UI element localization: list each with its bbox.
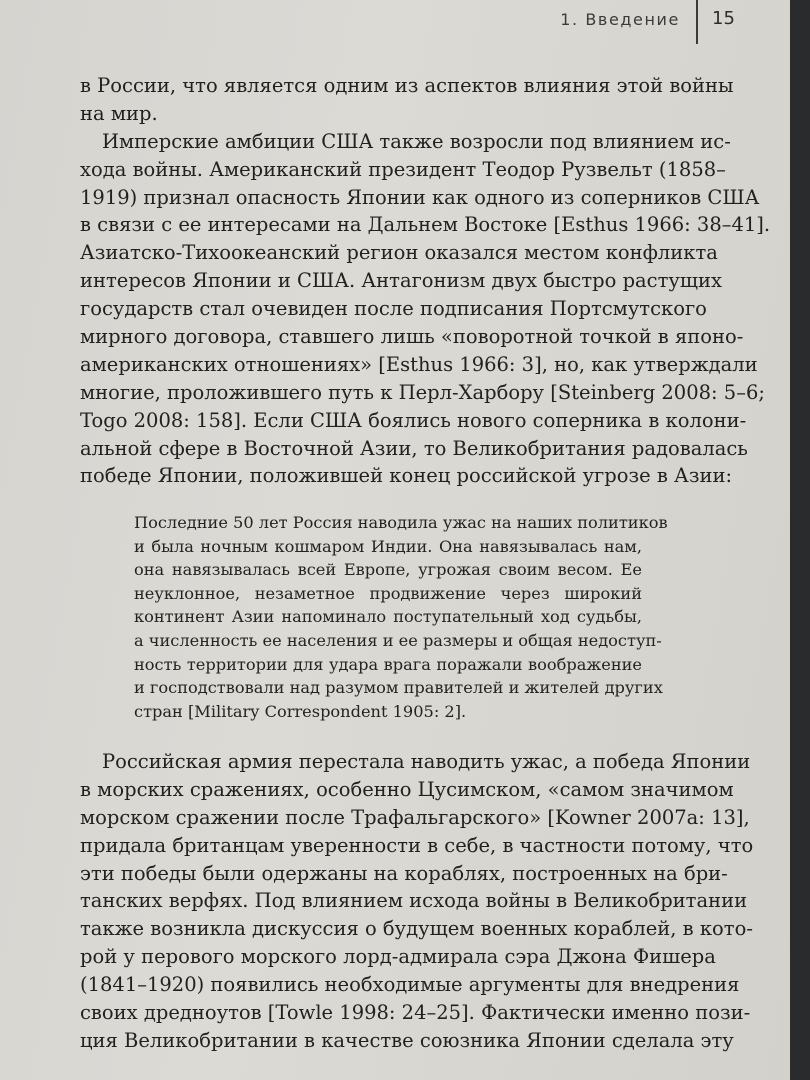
- body-text-top: [80, 72, 771, 490]
- quote-line: континент Азии напоминало поступательный ход судьбы,: [134, 607, 642, 627]
- text-line: хода войны. Американский президент Теодор Рузвельт (1858–: [80, 157, 726, 181]
- text-line: Имперские амбиции США также возросли под влиянием ис-: [102, 129, 731, 153]
- quote-line: Последние 50 лет Россия наводила ужас на наших политиков: [134, 513, 668, 532]
- text-line: американских отношениях» [Esthus 1966: 3], но, как утверждали: [80, 352, 758, 376]
- text-line: морском сражении после Трафальгарского» [Kowner 2007a: 13],: [80, 805, 750, 829]
- body-text-bottom: [80, 748, 754, 1055]
- text-line: Азиатско-Тихоокеанский регион оказался местом конфликта: [80, 241, 718, 265]
- text-line: ция Великобритании в качестве союзника Японии сделала эту: [80, 1028, 734, 1052]
- quote-line: и была ночным кошмаром Индии. Она навязывалась нам,: [134, 536, 642, 556]
- block-quote: [134, 511, 668, 723]
- running-head: [560, 8, 790, 36]
- text-line: мирного договора, ставшего лишь «поворотной точкой в японо-: [80, 325, 744, 349]
- text-line: альной сфере в Восточной Азии, то Великобритания радовалась: [80, 436, 748, 460]
- text-line: многие, проложившего путь к Перл-Харбору [Steinberg 2008: 5–6;: [80, 380, 765, 404]
- chapter-title: 1. Введение: [560, 10, 680, 29]
- text-line: Российская армия перестала наводить ужас, а победа Японии: [102, 750, 751, 773]
- quote-line: а численность ее населения и ее размеры и общая недоступ-: [134, 630, 662, 650]
- text-line: придала британцам уверенности в себе, в частности потому, что: [80, 833, 754, 857]
- text-line: рой у перового морского лорд-адмирала сэра Джона Фишера: [80, 945, 716, 969]
- text-line: на мир.: [80, 101, 158, 125]
- quote-line: неуклонное, незаметное продвижение через широкий: [134, 583, 642, 603]
- text-line: своих дредноутов [Towle 1998: 24–25]. Фактически именно пози-: [80, 1001, 751, 1025]
- text-line: Togo 2008: 158]. Если США боялись нового соперника в колони-: [80, 408, 747, 432]
- text-line: победе Японии, положившей конец российской угрозе в Азии:: [80, 464, 733, 488]
- text-line: 1919) признал опасность Японии как одного из соперников США: [80, 185, 760, 209]
- quote-line: стран [Military Correspondent 1905: 2].: [134, 701, 467, 721]
- text-line: государств стал очевиден после подписания Портсмутского: [80, 297, 707, 321]
- header-divider: [696, 0, 698, 44]
- text-line: в связи с ее интересами на Дальнем Востоке [Esthus 1966: 38–41].: [80, 213, 771, 237]
- quote-line: ность территории для удара врага поражали воображение: [134, 654, 642, 674]
- quote-line: она навязывалась всей Европе, угрожая своим весом. Ее: [134, 560, 642, 580]
- text-line: эти победы были одержаны на кораблях, построенных на бри-: [80, 861, 728, 885]
- text-line: также возникла дискуссия о будущем военных кораблей, в кото-: [80, 917, 753, 941]
- text-line: в России, что является одним из аспектов влияния этой войны: [80, 74, 734, 97]
- page-number: 15: [712, 8, 735, 29]
- text-line: танских верфях. Под влиянием исхода войны в Великобритании: [80, 889, 748, 913]
- text-line: (1841–1920) появились необходимые аргументы для внедрения: [80, 973, 740, 997]
- text-line: в морских сражениях, особенно Цусимском, «самом значимом: [80, 777, 734, 801]
- quote-line: и господствовали над разумом правителей и жителей других: [134, 678, 663, 698]
- text-line: интересов Японии и США. Антагонизм двух быстро растущих: [80, 269, 722, 293]
